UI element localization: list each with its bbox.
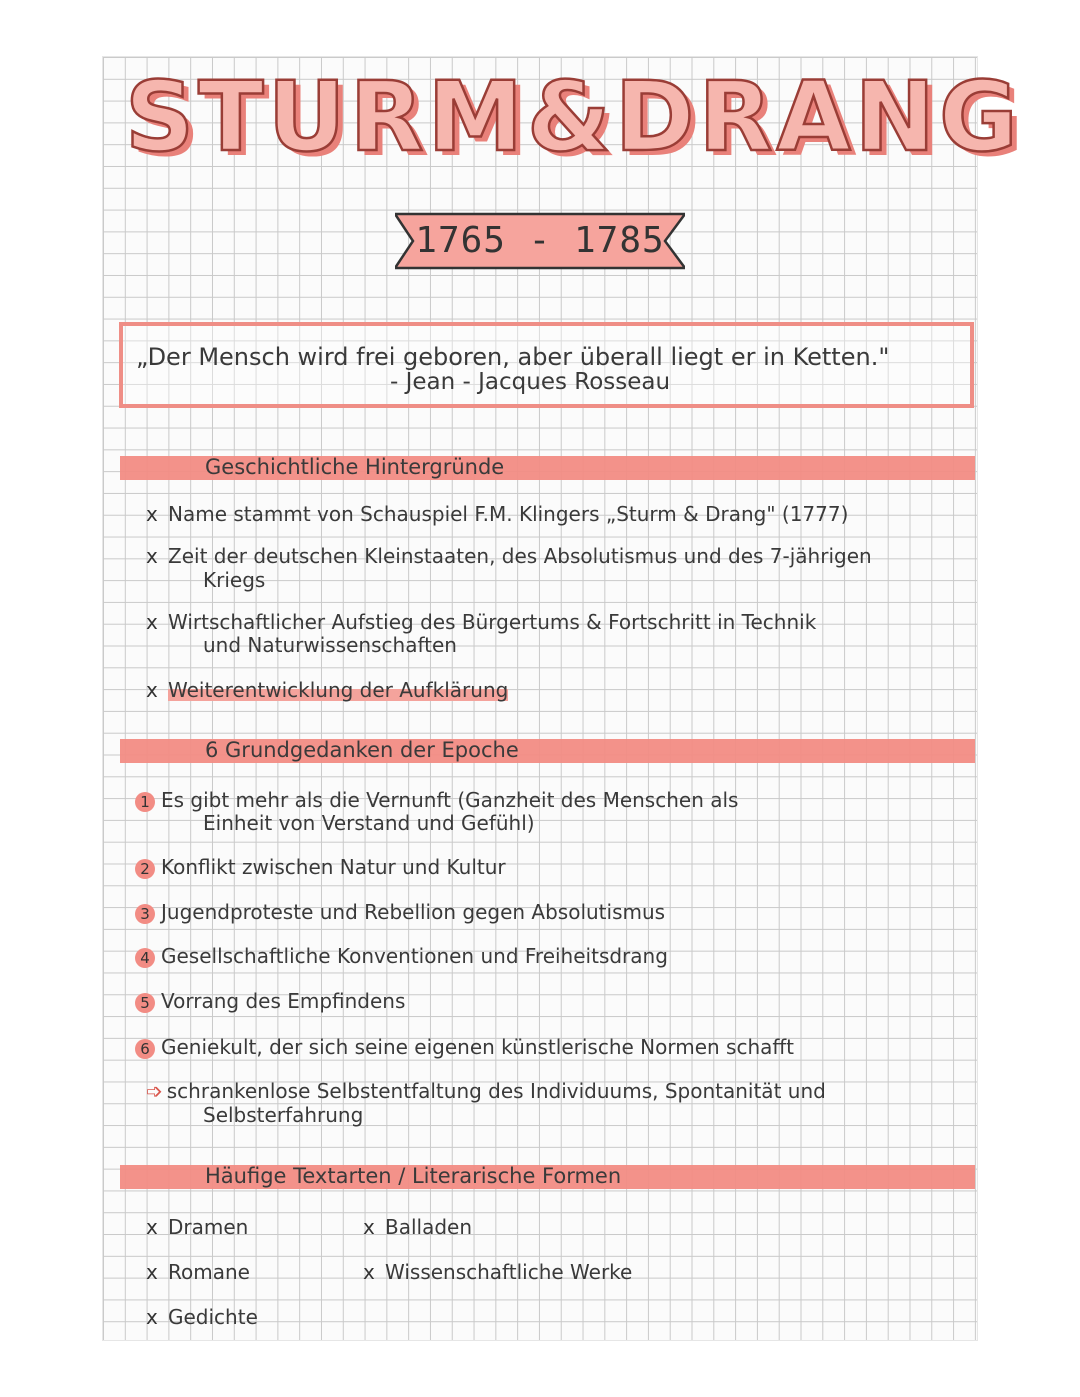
list-item-text: Wissenschaftliche Werke — [385, 1260, 633, 1284]
cross-mark: x — [363, 1215, 375, 1239]
list-item-text: Wirtschaftlicher Aufstieg des Bürgertums & Fortschritt in Technik — [168, 610, 817, 634]
list-item-text: Weiterentwicklung der Aufklärung — [168, 678, 509, 702]
cross-mark: x — [146, 1305, 158, 1329]
section-heading-history: Geschichtliche Hintergründe — [205, 455, 505, 479]
list-item-text: Vorrang des Empfindens — [161, 989, 406, 1013]
list-item-text: Name stammt von Schauspiel F.M. Klingers „Sturm & Drang" (1777) — [168, 502, 849, 526]
list-item — [363, 1261, 632, 1283]
list-item — [135, 901, 665, 924]
list-item-continuation: Einheit von Verstand und Gefühl) — [203, 811, 535, 835]
list-item-text: Geniekult, der sich seine eigenen künstlerische Normen schafft — [161, 1035, 795, 1059]
cross-mark: x — [146, 502, 158, 526]
list-item — [146, 1216, 248, 1238]
list-item-text: Gedichte — [168, 1305, 258, 1329]
section-heading-ideas: 6 Grundgedanken der Epoche — [205, 738, 519, 762]
list-item-text: Romane — [168, 1260, 250, 1284]
list-item — [146, 503, 848, 525]
page-title: STURM&DRANG — [125, 61, 1022, 173]
cross-mark: x — [146, 1260, 158, 1284]
quote-text: „Der Mensch wird frei geboren, aber überall liegt er in Ketten." — [136, 343, 890, 371]
list-item — [135, 789, 738, 812]
cross-mark: x — [146, 1215, 158, 1239]
number-badge: 4 — [135, 948, 155, 968]
list-item-text: Gesellschaftliche Konventionen und Freiheitsdrang — [161, 944, 668, 968]
conclusion-text: schrankenlose Selbstentfaltung des Individuums, Spontanität und — [166, 1079, 826, 1103]
list-item-text: Zeit der deutschen Kleinstaaten, des Absolutismus und des 7-jährigen — [168, 544, 872, 568]
list-item-text: Dramen — [168, 1215, 249, 1239]
list-item — [146, 545, 872, 567]
conclusion-continuation: Selbsterfahrung — [203, 1103, 364, 1127]
quote-author: - Jean - Jacques Rosseau — [390, 369, 671, 395]
list-item-continuation: Kriegs — [203, 568, 266, 592]
number-badge: 3 — [135, 904, 155, 924]
list-item — [146, 1261, 250, 1283]
cross-mark: x — [146, 678, 158, 702]
number-badge: 1 — [135, 792, 155, 812]
conclusion — [146, 1080, 826, 1102]
list-item — [363, 1216, 472, 1238]
list-item — [146, 611, 816, 633]
list-item — [146, 1306, 258, 1328]
number-badge: 6 — [135, 1039, 155, 1059]
date-range: 1765 - 1785 — [415, 220, 665, 261]
list-item — [135, 990, 405, 1013]
date-banner — [395, 210, 685, 272]
list-item-text: Jugendproteste und Rebellion gegen Absolutismus — [161, 900, 666, 924]
list-item-text: Es gibt mehr als die Vernunft (Ganzheit des Menschen als — [161, 788, 739, 812]
list-item-continuation: und Naturwissenschaften — [203, 633, 457, 657]
list-item — [146, 679, 508, 701]
list-item — [135, 945, 668, 968]
list-item-text: Balladen — [385, 1215, 473, 1239]
section-heading-forms: Häufige Textarten / Literarische Formen — [205, 1164, 622, 1188]
cross-mark: x — [146, 610, 158, 634]
arrow-icon: ➩ — [146, 1079, 163, 1103]
number-badge: 2 — [135, 859, 155, 879]
number-badge: 5 — [135, 993, 155, 1013]
list-item — [135, 1036, 794, 1059]
cross-mark: x — [146, 544, 158, 568]
list-item — [135, 856, 506, 879]
list-item-text: Konflikt zwischen Natur und Kultur — [161, 855, 506, 879]
cross-mark: x — [363, 1260, 375, 1284]
